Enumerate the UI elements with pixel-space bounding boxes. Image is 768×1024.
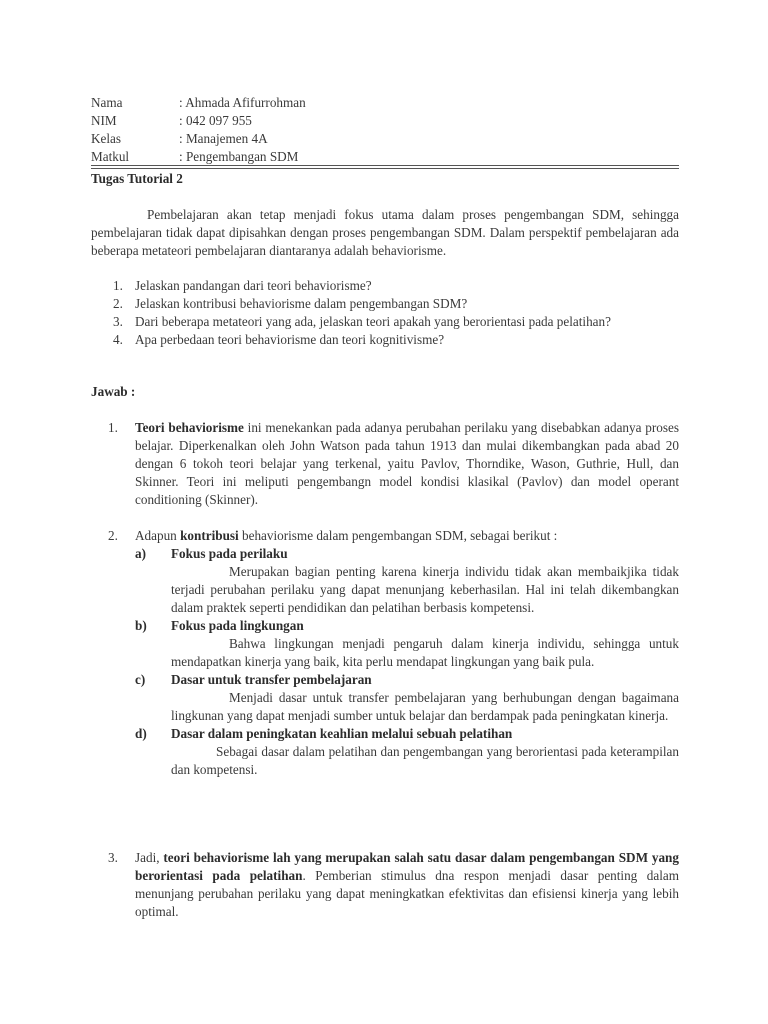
sub-point-body: [171, 635, 679, 671]
sub-point-text: Merupakan bagian penting karena kinerja individu tidak akan membaikjika tidak terjadi perubahan perilaku yang dapat menunjang keberhasilan. Hal ini telah dikembangkan dalam praktek seperti pendidikan dan pelatihan berbasis kompetensi.: [171, 564, 679, 615]
header-divider-bottom: [91, 168, 679, 169]
answer-1: [91, 419, 679, 509]
question-item: [91, 277, 679, 295]
question-text: Jelaskan kontribusi behaviorisme dalam pengembangan SDM?: [135, 296, 468, 311]
answer-text: behaviorisme dalam pengembangan SDM, sebagai berikut :: [238, 528, 558, 543]
sub-point-body: [171, 689, 679, 725]
info-row-matkul: [91, 148, 679, 166]
answer-bold-term: teori behaviorisme lah yang merupakan salah satu dasar dalam pengembangan SDM yang berorientasi pada pelatihan: [135, 850, 679, 883]
student-info: [91, 94, 679, 166]
question-text: Dari beberapa metateori yang ada, jelaskan teori apakah yang berorientasi pada pelatihan?: [135, 314, 611, 329]
question-text: Jelaskan pandangan dari teori behaviorisme?: [135, 278, 372, 293]
question-item: [91, 295, 679, 313]
question-text: Apa perbedaan teori behaviorisme dan teori kognitivisme?: [135, 332, 445, 347]
answer-body: [135, 849, 679, 921]
answer-text: ini menekankan pada adanya perubahan perilaku yang disebabkan adanya proses belajar. Diperkenalkan oleh John Watson pada tahun 1913 dan mulai dikembangkan pada abad 20 dengan 6 tokoh teori belajar yang terkenal, yaitu Pavlov, Thorndike, Wason, Guthrie, Hull, dan Skinner. Teori ini meliputi pengembangn model kondisi klasikal (Pavlov) dan model operant conditioning (Skinner).: [135, 420, 679, 507]
info-row-nama: [91, 94, 679, 112]
sub-point-c: [135, 671, 679, 689]
sub-point-body: [171, 563, 679, 617]
answer-text: . Pemberian stimulus dna respon menjadi dasar penting dalam menunjang perubahan perilaku yang dapat meningkatkan efektivitas dan efisiensi kinerja yang lebih optimal.: [135, 868, 679, 919]
answer-text: Adapun: [135, 528, 181, 543]
answer-body: [135, 419, 679, 509]
sub-point-letter: c): [135, 672, 146, 687]
info-value: : Pengembangan SDM: [179, 149, 299, 164]
sub-point-body: [171, 743, 679, 779]
question-number: 2.: [113, 296, 123, 311]
question-number: 3.: [113, 314, 123, 329]
answer-bold-term: kontribusi: [180, 528, 239, 543]
sub-point-a: [135, 545, 679, 563]
sub-point-heading: Dasar dalam peningkatan keahlian melalui sebuah pelatihan: [171, 726, 513, 741]
sub-point-letter: d): [135, 726, 147, 741]
answer-2: [91, 527, 679, 779]
sub-point-heading: Fokus pada lingkungan: [171, 618, 304, 633]
assignment-title: Tugas Tutorial 2: [91, 171, 183, 186]
answer-number: 2.: [108, 528, 118, 543]
sub-point-b: [135, 617, 679, 635]
answer-number: 3.: [108, 850, 118, 865]
info-value: : Manajemen 4A: [179, 131, 268, 146]
question-number: 4.: [113, 332, 123, 347]
answer-text: Jadi,: [135, 850, 164, 865]
sub-point-letter: b): [135, 618, 147, 633]
answer-body: [135, 527, 679, 779]
info-key: Nama: [91, 95, 123, 110]
question-item: [91, 313, 679, 331]
header-divider-top: [91, 165, 679, 166]
answer-bold-term: Teori behaviorisme: [135, 420, 244, 435]
sub-point-d: [135, 725, 679, 743]
info-key: Kelas: [91, 131, 122, 146]
question-list: [91, 277, 679, 349]
answer-3: [91, 849, 679, 921]
sub-point-text: Sebagai dasar dalam pelatihan dan pengembangan yang berorientasi pada keterampilan dan kompetensi.: [171, 744, 679, 777]
info-value: : 042 097 955: [179, 113, 252, 128]
info-row-nim: [91, 112, 679, 130]
question-number: 1.: [113, 278, 123, 293]
sub-point-text: Bahwa lingkungan menjadi pengaruh dalam kinerja individu, sehingga untuk mendapatkan kinerja yang baik, kita perlu mendapat lingkungan yang baik pula.: [171, 636, 679, 669]
sub-point-letter: a): [135, 546, 146, 561]
info-row-kelas: [91, 130, 679, 148]
answer-intro-line: [135, 527, 679, 545]
answer-heading: Jawab :: [91, 384, 136, 399]
sub-point-heading: Fokus pada perilaku: [171, 546, 288, 561]
info-value: : Ahmada Afifurrohman: [179, 95, 306, 110]
info-key: NIM: [91, 113, 117, 128]
answer-number: 1.: [108, 420, 118, 435]
sub-point-text: Menjadi dasar untuk transfer pembelajaran yang berhubungan dengan bagaimana lingkunan yang dapat menjadi sumber untuk belajar dan berdampak pada peningkatan kinerja.: [171, 690, 679, 723]
question-item: [91, 331, 679, 349]
intro-paragraph: Pembelajaran akan tetap menjadi fokus utama dalam proses pengembangan SDM, sehingga pembelajaran tidak dapat dipisahkan dengan proses pengembangan SDM. Dalam perspektif pembelajaran ada beberapa metateori pembelajaran diantaranya adalah behaviorisme.: [91, 207, 679, 258]
sub-point-heading: Dasar untuk transfer pembelajaran: [171, 672, 372, 687]
info-key: Matkul: [91, 149, 130, 164]
